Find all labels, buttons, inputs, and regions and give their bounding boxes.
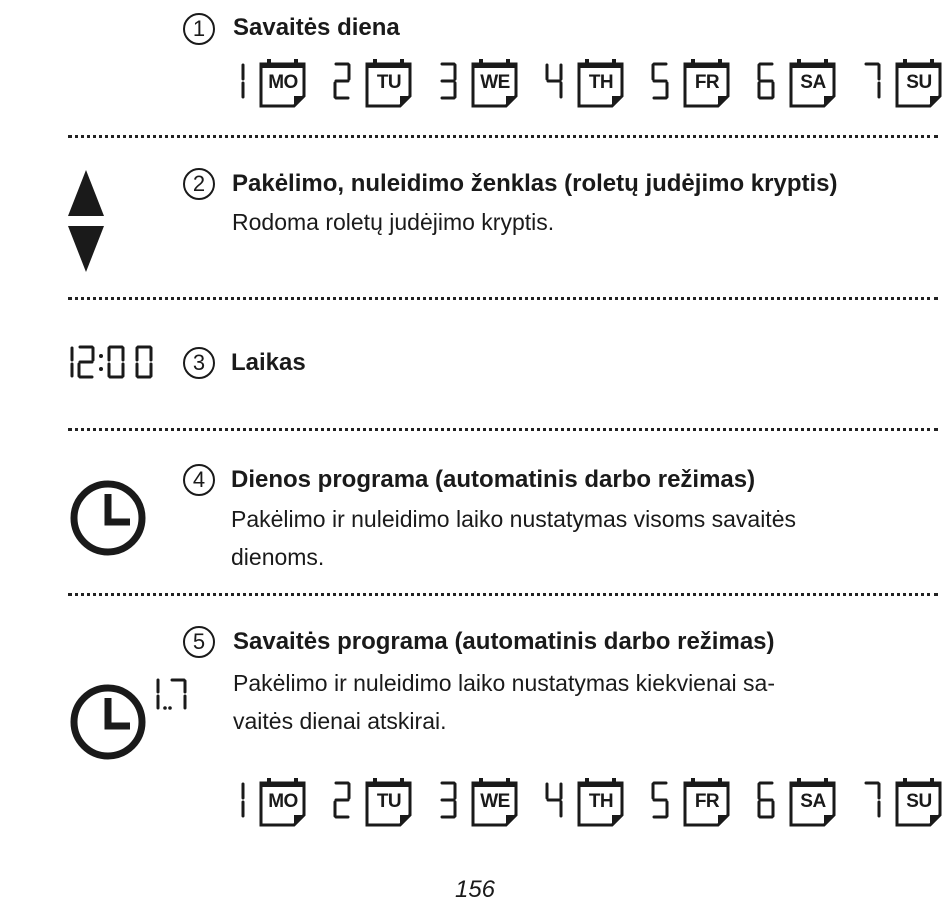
day-digit-text — [226, 777, 227, 778]
bottom-day-su — [862, 777, 950, 827]
section-5-description-line-1: Pakėlimo ir nuleidimo laiko nustatymas kiekvienai sa- — [233, 670, 776, 696]
divider-4 — [68, 593, 938, 596]
day-label: FR — [694, 72, 720, 93]
day-label: WE — [480, 72, 510, 93]
day-digit — [226, 781, 246, 819]
day-label: TU — [376, 791, 402, 812]
section-4-description-line-1: Pakėlimo ir nuleidimo laiko nustatymas visoms savaitės — [231, 506, 796, 532]
weekday-row-top — [226, 58, 946, 108]
day-digit — [756, 62, 776, 100]
bottom-day-we — [438, 777, 538, 827]
day-digit — [544, 781, 564, 819]
day-label: TH — [588, 72, 614, 93]
day-label: SA — [800, 72, 826, 93]
section-5-number: 5 — [183, 626, 215, 658]
top-day-sa — [756, 58, 856, 108]
day-digit-text — [650, 777, 651, 778]
top-day-su — [862, 58, 950, 108]
top-day-th — [544, 58, 644, 108]
day-digit — [544, 62, 564, 100]
time-display — [66, 344, 154, 380]
day-digit-text — [862, 777, 863, 778]
day-digit-text — [332, 58, 333, 59]
day-digit-text — [650, 58, 651, 59]
day-label: WE — [480, 791, 510, 812]
day-digit-text — [862, 58, 863, 59]
section-5-title: Savaitės programa (automatinis darbo režimas) — [233, 628, 775, 655]
day-label: MO — [268, 72, 298, 93]
top-day-mo — [226, 58, 326, 108]
day-label: SA — [800, 791, 826, 812]
day-digit — [756, 781, 776, 819]
bottom-day-mo — [226, 777, 326, 827]
day-digit — [438, 62, 458, 100]
day-label: MO — [268, 791, 298, 812]
clock-icon — [68, 478, 148, 558]
weekday-row-bottom — [226, 777, 946, 827]
bottom-day-fr — [650, 777, 750, 827]
day-digit — [226, 62, 246, 100]
day-digit-text — [438, 58, 439, 59]
section-3-number: 3 — [183, 347, 215, 379]
section-2-description: Rodoma roletų judėjimo kryptis. — [232, 209, 555, 235]
section-2-title: Pakėlimo, nuleidimo ženklas (roletų judėjimo kryptis) — [232, 170, 838, 197]
top-day-tu — [332, 58, 432, 108]
top-day-fr — [650, 58, 750, 108]
day-label: SU — [906, 72, 932, 93]
divider-3 — [68, 428, 938, 431]
divider-2 — [68, 297, 938, 300]
page-number: 156 — [454, 876, 496, 903]
section-4-number: 4 — [183, 464, 215, 496]
day-digit — [650, 781, 670, 819]
section-2-number: 2 — [183, 168, 215, 200]
day-digit-text — [438, 777, 439, 778]
day-digit — [862, 62, 882, 100]
section-4-description-line-2: dienoms. — [231, 544, 325, 570]
day-digit — [332, 62, 352, 100]
section-1-title: Savaitės diena — [233, 14, 400, 41]
divider-1 — [68, 135, 938, 138]
week-range-text — [0, 0, 1, 1]
day-digit-text — [544, 58, 545, 59]
day-digit-text — [544, 777, 545, 778]
up-down-arrows-icon — [66, 168, 106, 274]
bottom-day-sa — [756, 777, 856, 827]
bottom-day-tu — [332, 777, 432, 827]
day-digit-text — [226, 58, 227, 59]
day-label: TH — [588, 791, 614, 812]
day-digit-text — [332, 777, 333, 778]
day-digit-text — [756, 58, 757, 59]
day-label: SU — [906, 791, 932, 812]
bottom-day-th — [544, 777, 644, 827]
day-digit — [650, 62, 670, 100]
day-digit — [862, 781, 882, 819]
day-digit — [438, 781, 458, 819]
section-4-title: Dienos programa (automatinis darbo režimas) — [231, 466, 756, 493]
day-label: FR — [694, 791, 720, 812]
clock-with-days-icon — [68, 678, 198, 762]
day-digit-text — [756, 777, 757, 778]
time-display-text — [0, 0, 1, 1]
section-5-description-line-2: vaitės dienai atskirai. — [233, 708, 447, 734]
top-day-we — [438, 58, 538, 108]
day-digit — [332, 781, 352, 819]
day-label: TU — [376, 72, 402, 93]
section-1-number: 1 — [183, 13, 215, 45]
section-3-title: Laikas — [231, 349, 306, 376]
